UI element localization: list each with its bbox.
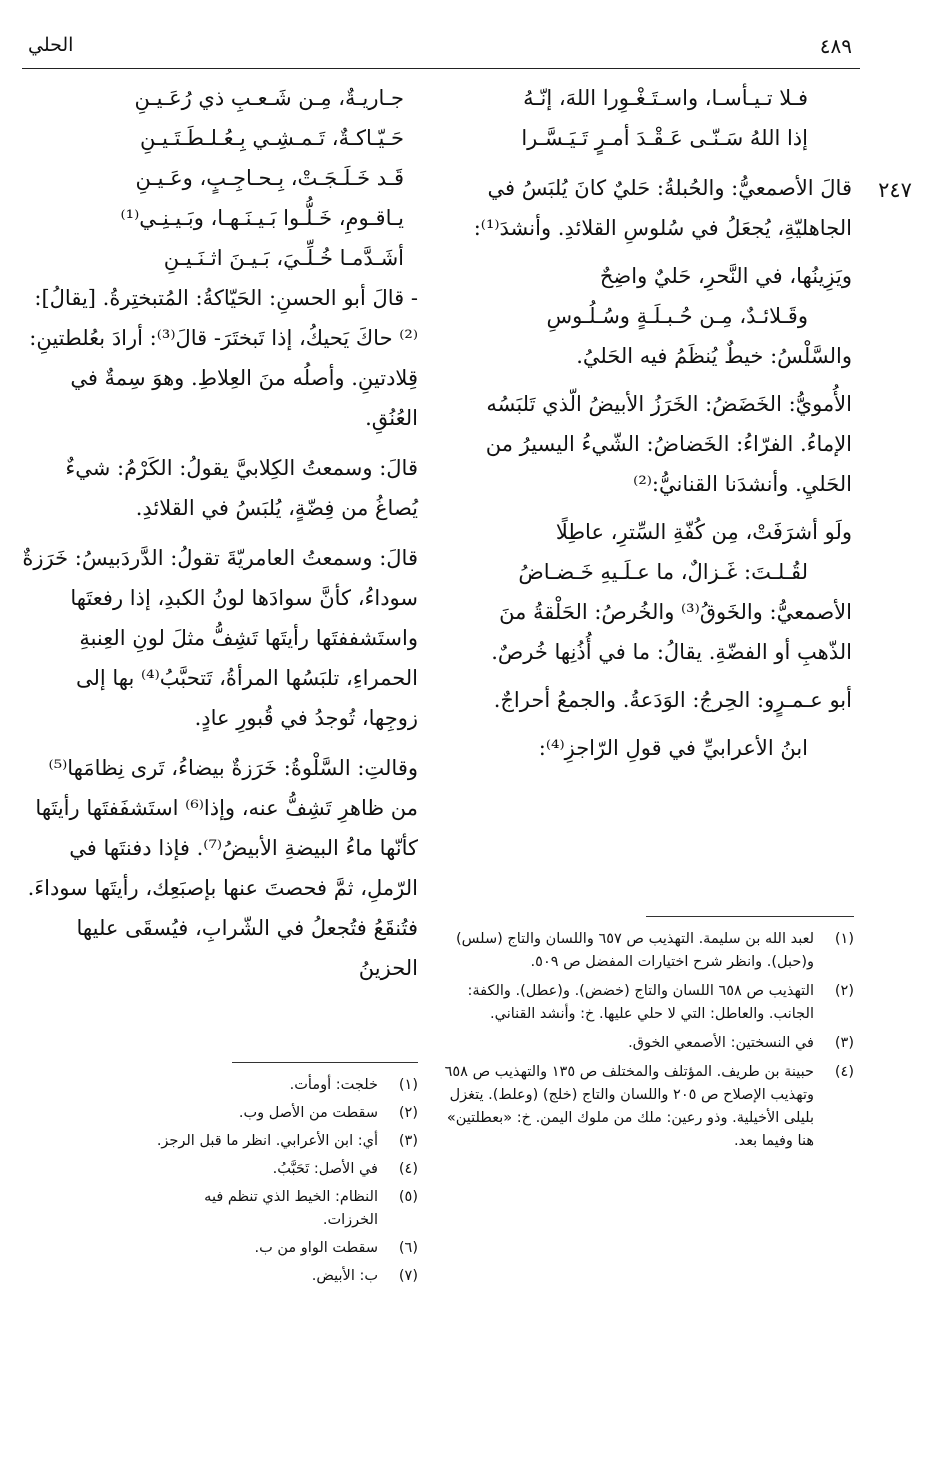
footnote [150, 1102, 418, 1125]
paragraph: قالَ الأصمعيُّ: والحُبلةُ: حَليٌ كانَ يُلبَسُ في الجاهليّةِ، يُجعَلُ في سُلوسِ القلائدِ. وأنشدَ⁽¹⁾: [473, 176, 852, 240]
footnote [150, 1158, 418, 1181]
left-footnotes [150, 1074, 418, 1293]
footnote-number: (١) [398, 1077, 418, 1093]
footnote [150, 1186, 418, 1232]
entry-number: ٢٤٧ [878, 178, 912, 202]
footnote [440, 980, 854, 1026]
footnote-text: في النسختين: الأصمعي الخوق. [628, 1035, 814, 1051]
footnote-number: (٣) [834, 1035, 854, 1051]
footnote [440, 1061, 854, 1153]
paragraph: والسَّلْسُ: خيطٌ يُنظَمُ فيه الحَليُ. [576, 344, 852, 368]
verse-line: ولَو أشرَفَتْ، مِن كُفّةِ السِّترِ، عاطِلًا [555, 520, 852, 544]
footnote-number: (٥) [398, 1189, 418, 1205]
paragraph: - قالَ أبو الحسنِ: الحَيّاكةُ: المُتبختِرةُ. [يقالُ]:⁽²⁾ حاكَ يَحيكُ، إذا تَبختَرَ- قالَ⁽³⁾: أرادَ بعُلطتينِ: قِلادتينِ. وأصلُه منَ العِلاطِ. وهوَ سِمةٌ في العُنُقِ. [29, 286, 418, 430]
footnote [150, 1074, 418, 1097]
running-title: الحلي [28, 34, 74, 56]
verse-line: حَـيّـاكـةٌ، تَـمـشِـي بِـعُـلـطَـتَـيـنِ [140, 126, 404, 150]
paragraph: أبو عـمـرٍو: الحِرجُ: الوَدَعةُ. والجمعُ أحراجٌ. [493, 688, 852, 712]
footnote [440, 1032, 854, 1055]
page-header [22, 34, 860, 69]
footnote-number: (٣) [398, 1133, 418, 1149]
footnote-text: أي: ابن الأعرابي. انظر ما قبل الرجز. [156, 1133, 378, 1149]
verse-line: إذا اللهُ سَـنّـى عَـقْـدَ أمـرٍ تَـيَـسَّـرا [521, 126, 808, 150]
paragraph: قالَ: وسمعتُ العامريّةَ تقولُ: الدَّردَبيسُ: خَرَزةٌ سوداءُ، كأنَّ سوادَها لونُ الكبدِ، إذا رفعتَها واستَشففتَها رأيتَها تَشِفُّ مثلَ لونِ العِنبةِ الحمراءِ، تلبَسُها المرأةُ، تَتحبَّبُ⁽⁴⁾ بها إلى زوجِها، تُوجدُ في قُبورِ عادٍ. [22, 546, 418, 730]
footnote-text: لعبد الله بن سليمة. التهذيب ص ٦٥٧ واللسان والتاج (سلس) و(حبل). وانظر شرح اختيارات المفضل ص ٥٠٩. [456, 931, 814, 970]
footnote [150, 1265, 418, 1288]
footnote-number: (٤) [398, 1161, 418, 1177]
page-number: ٤٨٩ [819, 34, 852, 58]
footnote-number: (٢) [834, 983, 854, 999]
footnote-number: (٢) [398, 1105, 418, 1121]
footnote-number: (٤) [834, 1064, 854, 1080]
paragraph: وقالتِ: السَّلْوةُ: خَرَزةٌ بيضاءُ، تَرى نِظامَها⁽⁵⁾ من ظاهرِ تَشِفُّ عنه، وإذا⁽⁶⁾ استَشفَفتَها رأيتَها كأنّها ماءُ البيضةِ الأبيضُ⁽⁷⁾. فإذا دفنتَها في الرّملِ، ثمَّ فحصتَ عنها بإصبَعِك، رأيتَها سوداءَ. فتُنقَعُ فتُجعلُ في الشّرابِ، فيُسقَى عليها الحزينُ [27, 756, 418, 980]
footnote-text: سقطت الواو من ب. [254, 1240, 378, 1256]
verse-line: ويَزِينُها، في النَّحرِ، حَليٌ واضِحٌ [599, 264, 852, 288]
footnote-text: ب: الأبيض. [311, 1268, 378, 1284]
right-column [438, 78, 852, 768]
verse-line: يـاقـومِ، خَـلُّـوا بَـيـنَـهـا، وبَـيـنِـي⁽¹⁾ [120, 206, 404, 230]
verse-line: فـلا تـيـأسـا، واسـتَـغْـوِرا اللهَ، إنّـهُ [523, 86, 808, 110]
right-footnotes [440, 928, 854, 1159]
footnote-text: خلجت: أومأت. [289, 1077, 378, 1093]
verse-line: جـاريـةٌ، مِـن شَـعـبِ ذي رُعَـيـنِ [134, 86, 404, 110]
footnote [150, 1130, 418, 1153]
verse-line: قَـد خَـلَـجَـتْ، بِـحـاجِـبٍ، وعَـيـنِ [135, 166, 404, 190]
footnote-text: سقطت من الأصل وب. [238, 1105, 378, 1121]
footnote [440, 928, 854, 974]
footnote-text: في الأصل: تَحَبَّبُ. [272, 1161, 378, 1177]
verse-line: أشَـدَّمـا خُـلِّـيَ، بَـيـنَ اثـنَـيـنِ [163, 246, 404, 270]
footnote-number: (١) [834, 931, 854, 947]
footnote-divider [646, 916, 854, 917]
paragraph: الأُمويُّ: الخَضَضُ: الخَرَزُ الأبيضُ الّذي تَلبَسُه الإماءُ. الفرّاءُ: الخَضاضُ: الشّيءُ اليسيرُ من الحَليِ. وأنشدَنا القنانيُّ:⁽²⁾ [485, 392, 852, 496]
verse-line: وقَـلائـدٌ، مِـن حُـبـلَـةٍ وسُـلُـوسِ [546, 304, 808, 328]
paragraph: قالَ: وسمعتُ الكِلابيَّ يقولُ: الكَرْمُ: شيءٌ يُصاغُ من فِضّةٍ، يُلبَسُ في القلائدِ. [65, 456, 418, 520]
footnote [150, 1237, 418, 1260]
left-column [22, 78, 418, 996]
footnote-text: حبينة بن طريف. المؤتلف والمختلف ص ١٣٥ والتهذيب ص ٦٥٨ وتهذيب الإصلاح ص ٢٠٥ واللسان والتاج (خلج) (وعلط). يتغزل بليلى الأخيلية. وذو رعين: ملك من ملوك اليمن. خ: «بعطلتين» هنا وفيما بعد. [444, 1064, 814, 1149]
footnote-divider [232, 1062, 418, 1063]
footnote-text: النظام: الخيط الذي تنظم فيه الخرزات. [204, 1189, 378, 1228]
footnote-text: التهذيب ص ٦٥٨ اللسان والتاج (خضض). و(عطل). والكفة: الجانب. والعاطل: التي لا حلي عليها. خ: وأنشد القناني. [467, 983, 814, 1022]
paragraph: الأصمعيُّ: والخَوقُ⁽³⁾ والخُرصُ: الحَلْقةُ منَ الذّهبِ أو الفضّةِ. يقالُ: ما في أُذُنِها خُرصٌ. [491, 600, 852, 664]
footnote-number: (٧) [398, 1268, 418, 1284]
verse-line: لقُـلـتَ: غَـزالٌ، ما عـلَـيهِ خَـضـاضُ [518, 560, 808, 584]
verse-line: ابنُ الأعرابيِّ في قولِ الرّاجزِ⁽⁴⁾: [538, 736, 808, 760]
footnote-number: (٦) [398, 1240, 418, 1256]
